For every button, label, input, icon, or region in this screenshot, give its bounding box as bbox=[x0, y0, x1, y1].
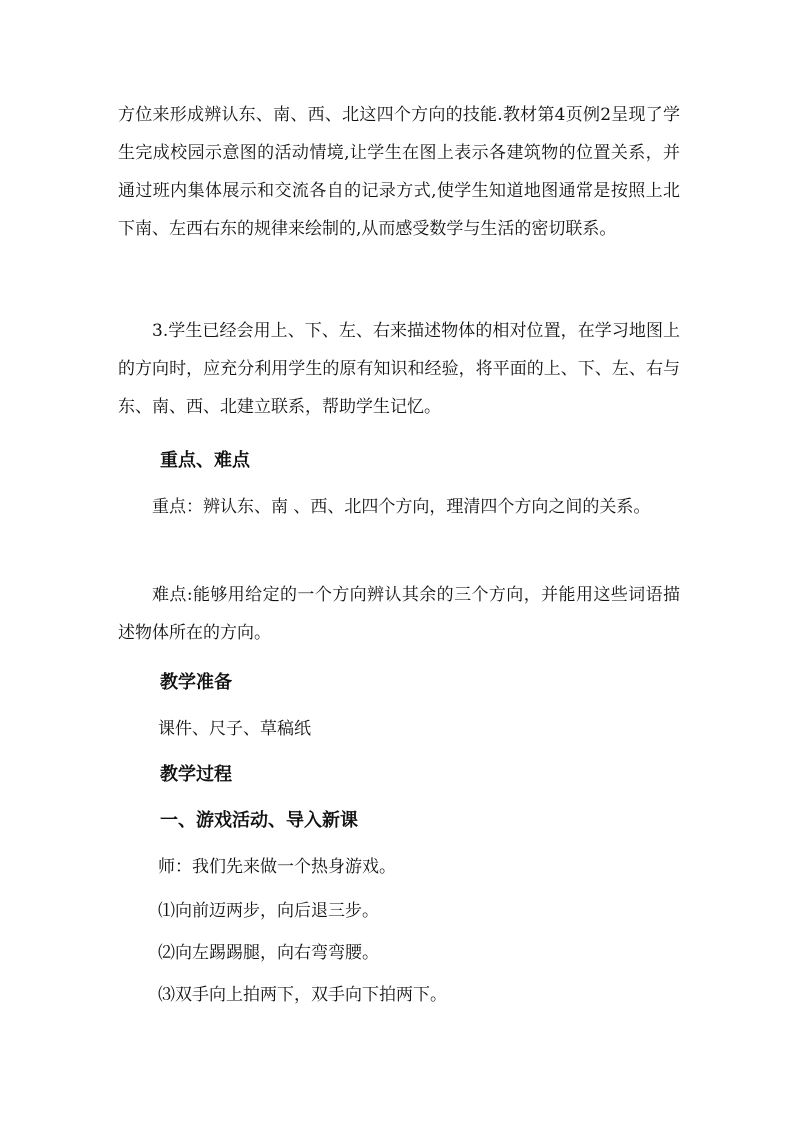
section-1-heading: 一、游戏活动、导入新课 bbox=[160, 810, 358, 831]
teacher-line: 师：我们先来做一个热身游戏。 bbox=[158, 857, 396, 877]
game-step-2: ⑵向左踢踢腿，向右弯弯腰。 bbox=[158, 943, 379, 963]
point-3-paragraph: 3.学生已经会用上、下、左、右来描述物体的相对位置，在学习地图上的方向时，应充分利用学生的原有知识和经验，将平面的上、下、左、右与东、南、西、北建立联系，帮助学生记忆。 bbox=[118, 321, 680, 417]
game-step-3: ⑶双手向上拍两下，双手向下拍两下。 bbox=[158, 985, 447, 1005]
difficult-point-paragraph: 难点:能够用给定的一个方向辨认其余的三个方向，并能用这些词语描述物体所在的方向。 bbox=[118, 585, 680, 643]
preparation-heading: 教学准备 bbox=[160, 672, 232, 693]
game-step-1: ⑴向前迈两步，向后退三步。 bbox=[158, 901, 379, 921]
teaching-process-heading: 教学过程 bbox=[160, 764, 232, 785]
key-points-heading: 重点、难点 bbox=[160, 450, 250, 471]
preparation-items: 课件、尺子、草稿纸 bbox=[158, 719, 311, 739]
intro-paragraph: 方位来形成辨认东、南、西、北这四个方向的技能.教材第4页例2呈现了学生完成校园示意图的活动情境,让学生在图上表示各建筑物的位置关系，并通过班内集体展示和交流各自的记录方式,使学生知道地图通常是按照上北下南、左西右东的规律来绘制的,从而感受数学与生活的密切联系。 bbox=[118, 105, 680, 239]
key-point-paragraph: 重点：辨认东、南 、西、北四个方向，理清四个方向之间的关系。 bbox=[152, 497, 651, 517]
